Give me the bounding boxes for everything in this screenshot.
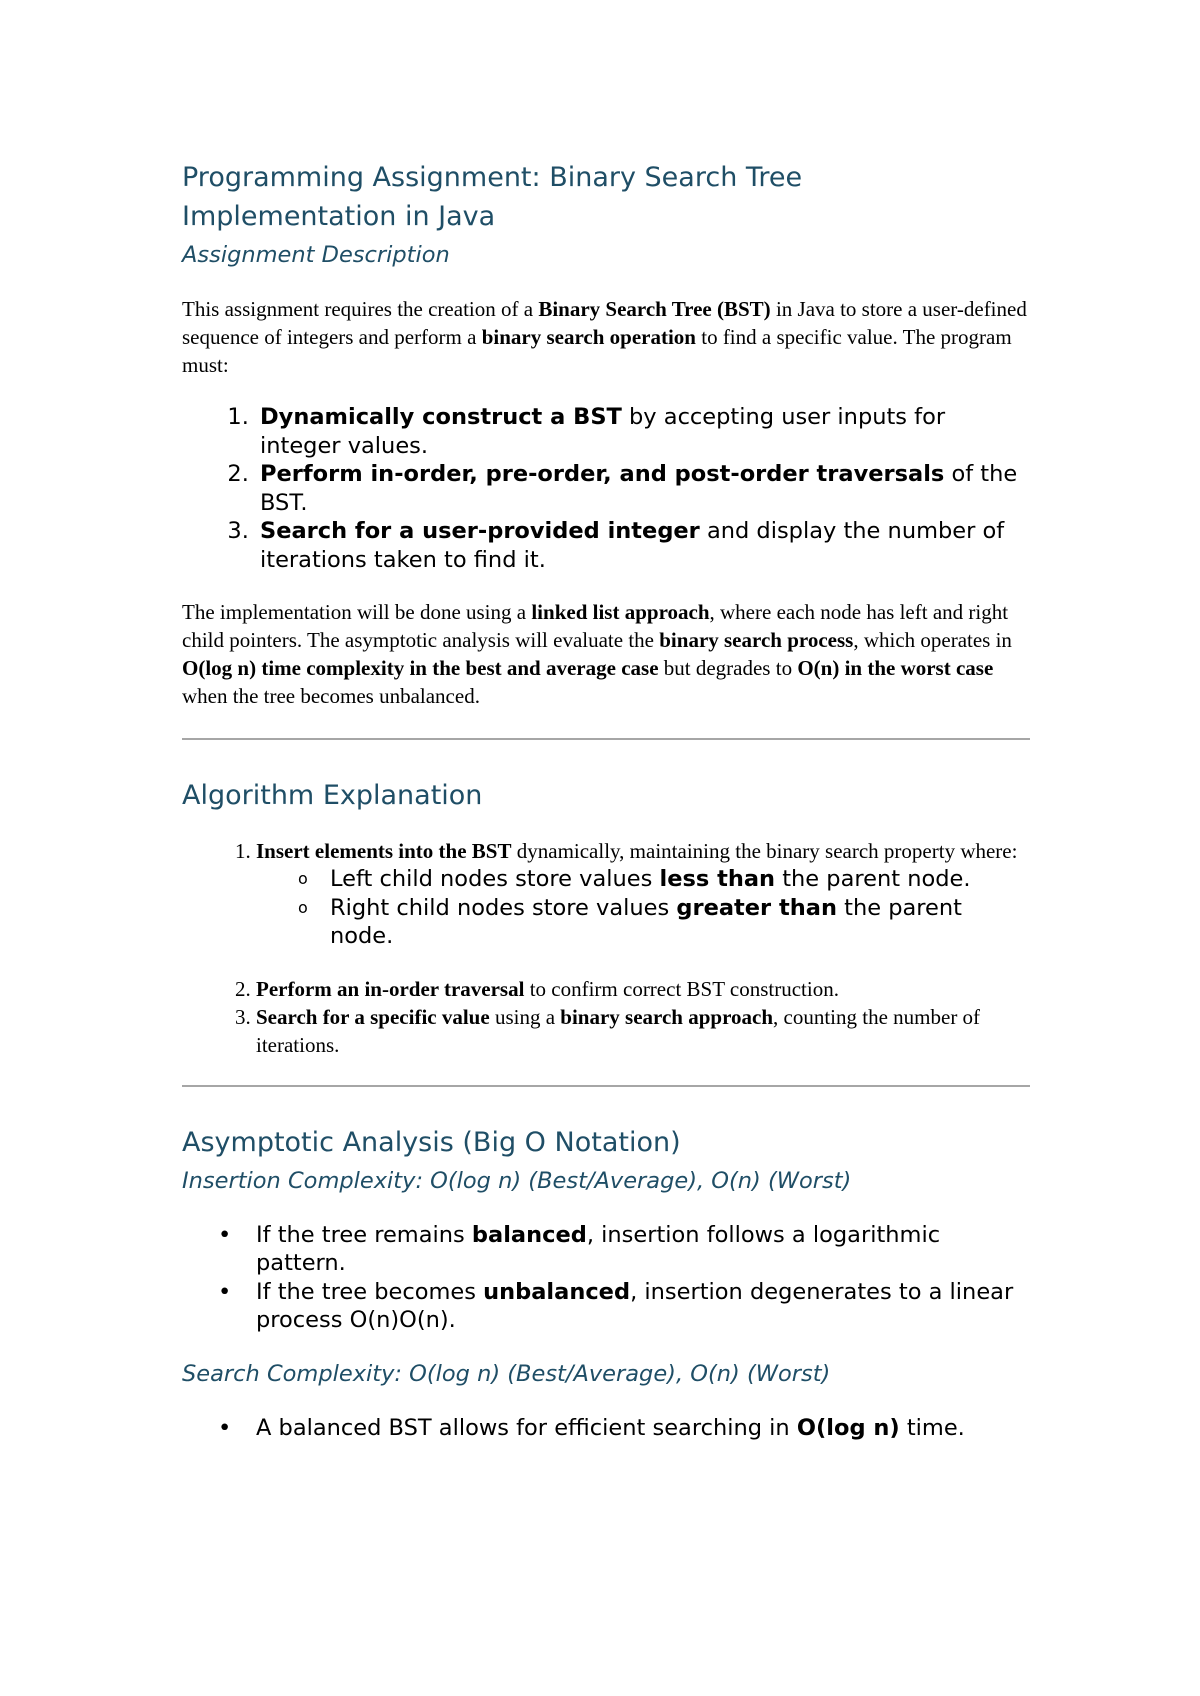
sub-list	[256, 865, 1030, 951]
list-item-text: If the tree remains balanced, insertion follows a logarithmic pattern.	[256, 1221, 941, 1276]
list-item-text: If the tree becomes unbalanced, insertion degenerates to a linear process O(n)O(n).	[256, 1278, 1014, 1333]
algorithm-steps-list	[182, 837, 1030, 1059]
bullet-icon: •	[218, 1278, 232, 1305]
section-divider	[182, 1085, 1030, 1087]
document-title: Programming Assignment: Binary Search Tree Implementation in Java	[182, 162, 803, 232]
subheading-search-complexity: Search Complexity: O(log n) (Best/Average), O(n) (Worst)	[182, 1360, 831, 1387]
sub-list-item	[298, 865, 1030, 894]
list-item-text: A balanced BST allows for efficient searching in O(log n) time.	[256, 1414, 965, 1441]
list-item: 2. Perform an in-order traversal to confirm correct BST construction.	[256, 975, 1030, 1003]
section-heading-assignment-description: Assignment Description	[182, 242, 450, 268]
subheading-insertion-complexity: Insertion Complexity: O(log n) (Best/Average), O(n) (Worst)	[182, 1167, 852, 1194]
list-item-text: Insert elements into the BST dynamically, maintaining the binary search property where:	[256, 839, 1018, 863]
implementation-paragraph: The implementation will be done using a linked list approach, where each node has left and right child pointers. The asymptotic analysis will evaluate the binary search process, which operates in O(log n) time complexity in the best and average case but degrades to O(n) in the worst case when the tree becomes unbalanced.	[182, 600, 1012, 708]
bullet-icon: •	[218, 1221, 232, 1248]
list-item	[218, 1414, 1030, 1443]
sub-list-item-text: Right child nodes store values greater than the parent node.	[330, 894, 962, 949]
insertion-bullets	[182, 1221, 1030, 1335]
list-item: 1. Dynamically construct a BST by accepting user inputs for integer values.	[256, 403, 1030, 460]
list-item: 3. Search for a specific value using a binary search approach, counting the number of iterations.	[256, 1003, 1030, 1059]
circle-bullet-icon: o	[298, 897, 308, 917]
list-item: 3. Search for a user-provided integer and display the number of iterations taken to find it.	[256, 517, 1030, 574]
list-item	[256, 837, 1030, 951]
document-page	[182, 158, 1030, 1442]
list-item	[218, 1221, 1030, 1278]
section-heading-algorithm-explanation: Algorithm Explanation	[182, 780, 483, 811]
sub-list-item-text: Left child nodes store values less than the parent node.	[330, 866, 971, 892]
list-item: 2. Perform in-order, pre-order, and post-order traversals of the BST.	[256, 460, 1030, 517]
section-divider	[182, 738, 1030, 740]
section-heading-asymptotic-analysis: Asymptotic Analysis (Big O Notation)	[182, 1126, 681, 1158]
bullet-icon: •	[218, 1414, 232, 1441]
circle-bullet-icon: o	[298, 869, 308, 888]
description-paragraph: This assignment requires the creation of a Binary Search Tree (BST) in Java to store a user-defined sequence of integers and perform a binary search operation to find a specific value. The program must:	[182, 297, 1027, 377]
sub-list-item	[298, 894, 1030, 951]
search-bullets	[182, 1414, 1030, 1443]
list-item	[218, 1278, 1030, 1335]
requirements-list	[182, 403, 1030, 574]
